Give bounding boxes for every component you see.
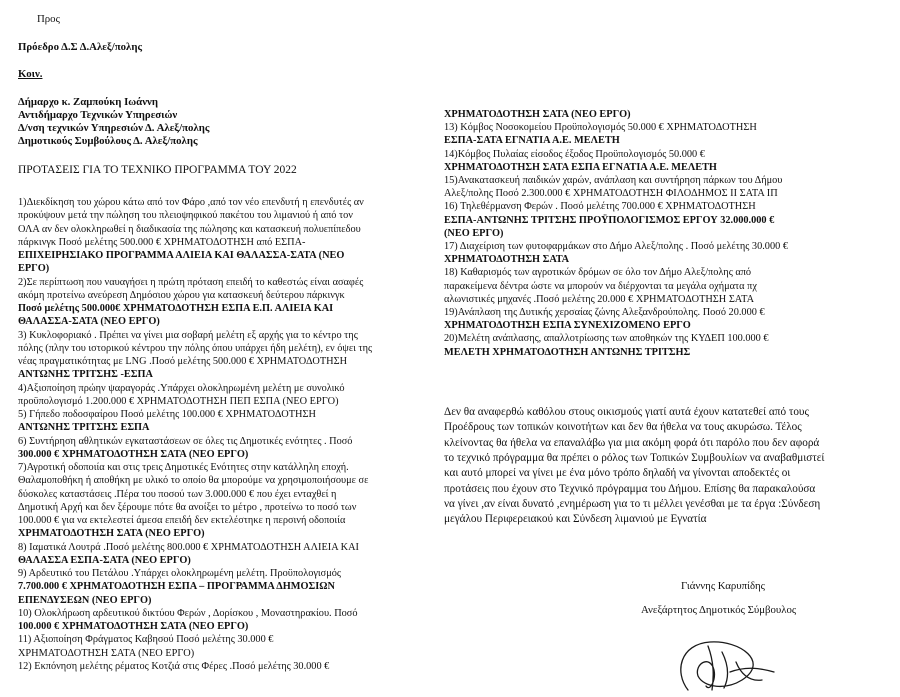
proposal-line: ΕΣΠΑ-ΣΑΤΑ ΕΓΝΑΤΙΑ Α.Ε. ΜΕΛΕΤΗ xyxy=(444,135,620,147)
proposal-line: 100.000 € ΧΡΗΜΑΤΟΔΟΤΗΣΗ ΣΑΤΑ (ΝΕΟ ΕΡΓΟ) xyxy=(18,621,249,632)
proposal-line: 7)Αγροτική οδοποιία και στις τρεις Δημοτικές Ενότητες στην κατάλληλη εποχή. xyxy=(18,462,349,473)
proposal-line: ΕΡΓΟ) xyxy=(18,263,50,275)
proposal-line: ΑΝΤΩΝΗΣ ΤΡΙΤΣΗΣ -ΕΣΠΑ xyxy=(18,369,153,381)
proposal-line: ΕΠΕΝΔΥΣΕΩΝ (ΝΕΟ ΕΡΓΟ) xyxy=(18,594,152,606)
proposal-line: (ΝΕΟ ΕΡΓΟ) xyxy=(444,227,504,239)
proposal-line: 12) Εκπόνηση μελέτης ρέματος Κοτζιά στις Φέρες .Ποσό μελέτης 30.000 € xyxy=(18,660,330,672)
handwritten-signature xyxy=(670,632,780,694)
proposal-line: 14)Κόμβος Πυλαίας είσοδος έξοδος Προϋπολογισμός 50.000 € xyxy=(444,148,705,160)
closing-line: και αυτό μπορεί να γίνει με ένα μόνο τρόπο δηλαδή να γίνονται αποδεκτές οι xyxy=(444,467,791,480)
proposal-line: ακόμη προτείνω ανεύρεση Δημόσιου χώρου για κατασκευή δεύτερου πάρκινγκ xyxy=(18,289,345,301)
proposal-line: 300.000 € ΧΡΗΜΑΤΟΔΟΤΗΣΗ ΣΑΤΑ (ΝΕΟ ΕΡΓΟ) xyxy=(18,448,249,460)
cc-mayor: Δήμαρχο κ. Ζαμπούκη Ιωάννη xyxy=(18,96,158,108)
proposal-line: ΘΑΛΑΣΣΑ-ΣΑΤΑ (ΝΕΟ ΕΡΓΟ) xyxy=(18,316,160,328)
closing-line: το τεχνικό πρόγραμμα θα πρέπει ο ρόλος των Τοπικών Συμβουλίων να αναβαθμιστεί xyxy=(444,451,825,464)
proposal-line: 9) Αρδευτικό του Πετάλου .Υπάρχει ολοκληρωμένη μελέτη. Προϋπολογισμός xyxy=(18,568,341,579)
proposal-line: ΧΡΗΜΑΤΟΔΟΤΗΣΗ ΣΑΤΑ (ΝΕΟ ΕΡΓΟ) xyxy=(444,109,631,120)
proposal-line: πάρκινγκ Ποσό μελέτης 500.000 € ΧΡΗΜΑΤΟΔΟΤΗΣΗ από ΕΣΠΑ- xyxy=(18,236,306,248)
proposal-line: ΟΛΑ αν δεν ολοκληρωθεί η διαδικασία της πώλησης και κατασκευή πολυεπίπεδου xyxy=(18,223,361,235)
proposal-line: αλωνιστικές μηχανές .Ποσό μελέτης 20.000 € ΧΡΗΜΑΤΟΔΟΤΗΣΗ ΣΑΤΑ xyxy=(444,293,755,305)
closing-line: προτάσεις που έχουν στο Τεχνικό πρόγραμμα του Δήμου. Επίσης θα παρακαλούσα xyxy=(444,482,816,495)
recipient: Πρόεδρο Δ.Σ Δ.Αλεξ/πολης xyxy=(18,41,143,53)
proposal-line: 7.700.000 € ΧΡΗΜΑΤΟΔΟΤΗΣΗ ΕΣΠΑ – ΠΡΟΓΡΑΜΜΑ ΔΗΜΟΣΙΩΝ xyxy=(18,581,335,593)
proposal-line: ΧΡΗΜΑΤΟΔΟΤΗΣΗ ΣΑΤΑ (ΝΕΟ ΕΡΓΟ) xyxy=(18,528,205,540)
koin-label: Κοιν. xyxy=(18,68,43,80)
proposal-line: προϋπολογισμό 1.200.000 € ΧΡΗΜΑΤΟΔΟΤΗΣΗ ΠΕΠ ΕΣΠΑ (ΝΕΟ ΕΡΓΟ) xyxy=(18,395,339,407)
proposal-line: Αλεξ/πολης Ποσό 2.300.000 € ΧΡΗΜΑΤΟΔΟΤΗΣΗ ΦΙΛΟΔΗΜΟΣ ΙΙ ΣΑΤΑ ΙΠ xyxy=(444,188,778,200)
proposal-line: προκύψουν μετά την πώληση του πλειοψηφικού πακέτου του λιμανιού ή από τον xyxy=(18,210,353,222)
proposal-line: δύσκολες καταστάσεις .Πέρα του ποσού των 3.000.000 € που έχει ενταχθεί η xyxy=(18,488,337,500)
closing-line: να γίνει ,αν είναι δυνατό ,ενημέρωση για το τι μέλλει γενέσθαι με τα έργα :Σύνδεση xyxy=(444,497,821,510)
proposal-line: ΧΡΗΜΑΤΟΔΟΤΗΣΗ ΣΑΤΑ xyxy=(444,254,570,266)
proposal-line: Δημοτική Αρχή και δεν ξέρουμε πότε θα ανοίξει το μέτρο , προτείνω το ποσό των xyxy=(18,501,357,513)
proposal-line: 6) Συντήρηση αθλητικών εγκαταστάσεων σε όλες τις Δημοτικές ενότητες . Ποσό xyxy=(18,435,353,447)
proposal-line: 17) Διαχείριση των φυτοφαρμάκων στο Δήμο Αλεξ/πολης . Ποσό μελέτης 30.000 € xyxy=(444,241,788,252)
document-title: ΠΡΟΤΑΣΕΙΣ ΓΙΑ ΤΟ ΤΕΧΝΙΚΟ ΠΡΟΓΡΑΜΜΑ ΤΟΥ 2022 xyxy=(18,164,297,176)
proposal-line: ΧΡΗΜΑΤΟΔΟΤΗΣΗ ΣΑΤΑ (ΝΕΟ ΕΡΓΟ) xyxy=(18,647,195,659)
closing-line: Προέδρους των τοπικών κοινοτήτων και δεν θα ήθελα να τους ακυρώσω. Τέλος xyxy=(444,421,802,434)
closing-line: Δεν θα αναφερθώ καθόλου στους οικισμούς γιατί αυτά έχουν κατατεθεί από τους xyxy=(444,406,809,418)
proposal-line: 100.000 € για να εκτελεστεί άμεσα επειδή δεν εκτελέστηκε η περσινή οδοποιία xyxy=(18,515,346,526)
proposal-line: 1)Διεκδίκηση του χώρου κάτω από τον Φάρο ,από τον νέο επενδυτή η επενδυτές αν xyxy=(18,197,364,208)
cc-technical-services: Δ/νση τεχνικών Υπηρεσιών Δ. Αλεξ/πολης xyxy=(18,122,210,134)
proposal-line: πόλης (πλην του ιστορικού κέντρου την πόλης όπου υπάρχει ήδη μελέτη), εν όψει της xyxy=(18,342,373,354)
proposal-line: 4)Αξιοποίηση πρώην ψαραγοράς .Υπάρχει ολοκληρωμένη μελέτη με συνολικό xyxy=(18,382,345,394)
closing-line: μεγάλου Περιφερειακού και Σύνδεση λιμανιού με Εγνατία xyxy=(444,513,707,526)
proposal-line: 10) Ολοκλήρωση αρδευτικού δικτύου Φερών , Δορίσκου , Μοναστηρακίου. Ποσό xyxy=(18,607,358,619)
proposal-line: ΘΑΛΑΣΣΑ ΕΣΠΑ-ΣΑΤΑ (ΝΕΟ ΕΡΓΟ) xyxy=(18,554,191,566)
proposal-line: ΧΡΗΜΑΤΟΔΟΤΗΣΗ ΕΣΠΑ ΣΥΝΕΧΙΖΟΜΕΝΟ ΕΡΓΟ xyxy=(444,320,691,332)
proposal-line: 16) Τηλεθέρμανση Φερών . Ποσό μελέτης 700.000 € ΧΡΗΜΑΤΟΔΟΤΗΣΗ xyxy=(444,201,756,213)
proposal-line: 19)Ανάπλαση της Δυτικής χερσαίας ζώνης Αλεξανδρούπολης. Ποσό 20.000 € xyxy=(444,307,765,318)
signatory-role: Ανεξάρτητος Δημοτικός Σύμβουλος xyxy=(641,604,797,616)
proposal-line: Θαλαμοποθήκη ή αποθήκη με υλικό το οποίο θα μπορούμε να χρησιμοποιήσουμε σε xyxy=(18,475,369,487)
proposal-line: ΧΡΗΜΑΤΟΔΟΤΗΣΗ ΣΑΤΑ ΕΣΠΑ ΕΓΝΑΤΙΑ Α.Ε. ΜΕΛΕΤΗ xyxy=(444,161,717,173)
proposal-line: 15)Ανακατασκευή παιδικών χαρών, ανάπλαση και συντήρηση πάρκων του Δήμου xyxy=(444,175,783,186)
proposal-line: 20)Μελέτη ανάπλασης, απαλλοτρίωσης των αποθηκών της ΚΥΔΕΠ 100.000 € xyxy=(444,333,769,345)
closing-line: κλείνοντας θα ήθελα να επαναλάβω για μια ακόμη φορά ότι παρόλο που δεν αφορά xyxy=(444,436,820,449)
proposal-line: 2)Σε περίπτωση που ναυαγήσει η πρώτη πρόταση επειδή το καθεστώς είναι ασαφές xyxy=(18,276,364,288)
proposal-line: παρακείμενα δέντρα ώστε να μπορούν να διέρχονται τα μεγάλα οχήματα πχ xyxy=(444,280,757,292)
proposal-line: ΜΕΛΕΤΗ ΧΡΗΜΑΤΟΔΟΤΗΣΗ ΑΝΤΩΝΗΣ ΤΡΙΤΣΗΣ xyxy=(444,346,691,358)
proposal-line: 3) Κυκλοφοριακό . Πρέπει να γίνει μια σοβαρή μελέτη εξ αρχής για το κέντρο της xyxy=(18,329,358,341)
proposal-line: ΕΣΠΑ-ΑΝΤΩΝΗΣ ΤΡΙΤΣΗΣ ΠΡΟΫΠΟΛΟΓΙΣΜΟΣ ΕΡΓΟΥ 32.000.000 € xyxy=(444,214,775,226)
proposal-line: 18) Καθαρισμός των αγροτικών δρόμων σε όλο τον Δήμο Αλεξ/πολης από xyxy=(444,267,752,279)
proposal-line: ΑΝΤΩΝΗΣ ΤΡΙΤΣΗΣ ΕΣΠΑ xyxy=(18,422,150,434)
cc-councillors: Δημοτικούς Συμβούλους Δ. Αλεξ/πολης xyxy=(18,135,198,147)
proposal-line: 8) Ιαματικά Λουτρά .Ποσό μελέτης 800.000 € ΧΡΗΜΑΤΟΔΟΤΗΣΗ ΑΛΙΕΙΑ ΚΑΙ xyxy=(18,541,359,553)
proposal-line: νέας πραγματικότητας με LNG .Ποσό μελέτης 500.000 € ΧΡΗΜΑΤΟΔΟΤΗΣΗ xyxy=(18,356,348,367)
cc-deputy-mayor: Αντιδήμαρχο Τεχνικών Υπηρεσιών xyxy=(18,109,178,121)
proposal-line: Ποσό μελέτης 500.000€ ΧΡΗΜΑΤΟΔΟΤΗΣΗ ΕΣΠΑ Ε.Π. ΑΛΙΕΙΑ ΚΑΙ xyxy=(18,303,334,314)
proposal-line: 11) Αξιοποίηση Φράγματος Καβησού Ποσό μελέτης 30.000 € xyxy=(18,634,274,646)
signatory-name: Γιάννης Καρυπίδης xyxy=(681,580,765,592)
salutation-pros: Προς xyxy=(37,13,60,25)
proposal-line: ΕΠΙΧΕΙΡΗΣΙΑΚΟ ΠΡΟΓΡΑΜΜΑ ΑΛΙΕΙΑ ΚΑΙ ΘΑΛΑΣΣΑ-ΣΑΤΑ (ΝΕΟ xyxy=(18,250,345,261)
proposal-line: 13) Κόμβος Νοσοκομείου Προϋπολογισμός 50.000 € ΧΡΗΜΑΤΟΔΟΤΗΣΗ xyxy=(444,122,757,134)
proposal-line: 5) Γήπεδο ποδοσφαίρου Ποσό μελέτης 100.000 € ΧΡΗΜΑΤΟΔΟΤΗΣΗ xyxy=(18,409,316,420)
